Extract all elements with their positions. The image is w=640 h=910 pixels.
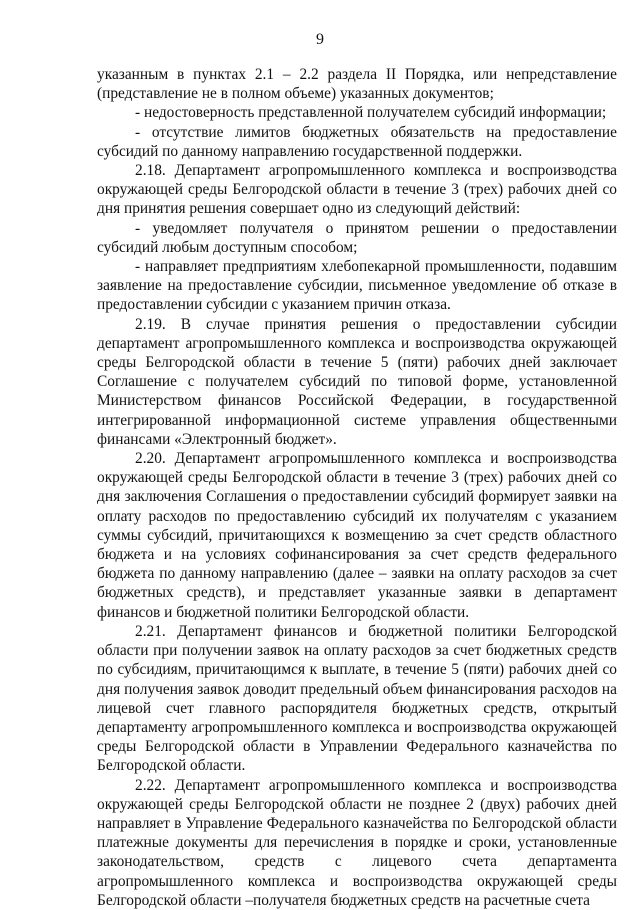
list-item-send-refusal: - направляет предприятиям хлебопекарной промышленности, подавшим заявление на предоставление субсидии, письменное уведомление об отказе в предоставлении субсидии с указанием причин отказа.	[97, 258, 617, 314]
clause-2-19: 2.19. В случае принятия решения о предоставлении субсидии департамент агропромышленного комплекса и воспроизводства окружающей среды Белгородской области в течение 5 (пяти) рабочих дней заключает Соглашение с получателем субсидий по типовой форме, установленной Министерством финансов Российской Федерации, в государственной интегрированной информационной системе управления общественными финансами «Электронный бюджет».	[97, 315, 617, 448]
clause-2-21: 2.21. Департамент финансов и бюджетной политики Белгородской области при получении заявок на оплату расходов за счет бюджетных средств по субсидиям, причитающимся к выплате, в течение 5 (пяти) рабочих дней со дня получения заявок доводит предельный объем финансирования расходов на лицевой счет главного распорядителя бюджетных средств, открытый департаменту агропромышленного комплекса и воспроизводства окружающей среды Белгородской области в Управлении Федерального казначейства по Белгородской области.	[97, 622, 617, 775]
clause-2-20: 2.20. Департамент агропромышленного комплекса и воспроизводства окружающей среды Белгородской области в течение 3 (трех) рабочих дней со дня заключения Соглашения о предоставлении субсидий формирует заявки на оплату расходов по предоставлению субсидий их получателям с указанием суммы субсидий, причитающихся к возмещению за счет средств областного бюджета и на условиях софинансирования за счет средств федерального бюджета по данному направлению (далее – заявки на оплату расходов за счет бюджетных средств), и представляет указанные заявки в департамент финансов и бюджетной политики Белгородской области.	[97, 450, 617, 621]
list-item-no-limits: - отсутствие лимитов бюджетных обязательств на предоставление субсидий по данному направлению государственной поддержки.	[97, 123, 617, 160]
clause-2-18: 2.18. Департамент агропромышленного комплекса и воспроизводства окружающей среды Белгородской области в течение 3 (трех) рабочих дней со дня принятия решения совершает одно из следующий действий:	[97, 162, 617, 218]
list-item-unreliable-info: - недостоверность представленной получателем субсидий информации;	[135, 104, 607, 122]
page-number: 9	[316, 31, 324, 48]
document-body	[97, 65, 617, 910]
list-item-notify-recipient: - уведомляет получателя о принятом решении о предоставлении субсидий любым доступным способом;	[97, 219, 617, 256]
clause-2-22: 2.22. Департамент агропромышленного комплекса и воспроизводства окружающей среды Белгородской области не позднее 2 (двух) рабочих дней направляет в Управление Федерального казначейства по Белгородской области платежные документы для перечисления в порядке и сроки, установленные законодательством, средств с лицевого счета департамента агропромышленного комплекса и воспроизводства окружающей среды Белгородской области –получателя бюджетных средств на расчетные счета	[97, 776, 617, 909]
paragraph-continuation: указанным в пунктах 2.1 – 2.2 раздела II Порядка, или непредставление (представление не в полном объеме) указанных документов;	[97, 66, 617, 103]
